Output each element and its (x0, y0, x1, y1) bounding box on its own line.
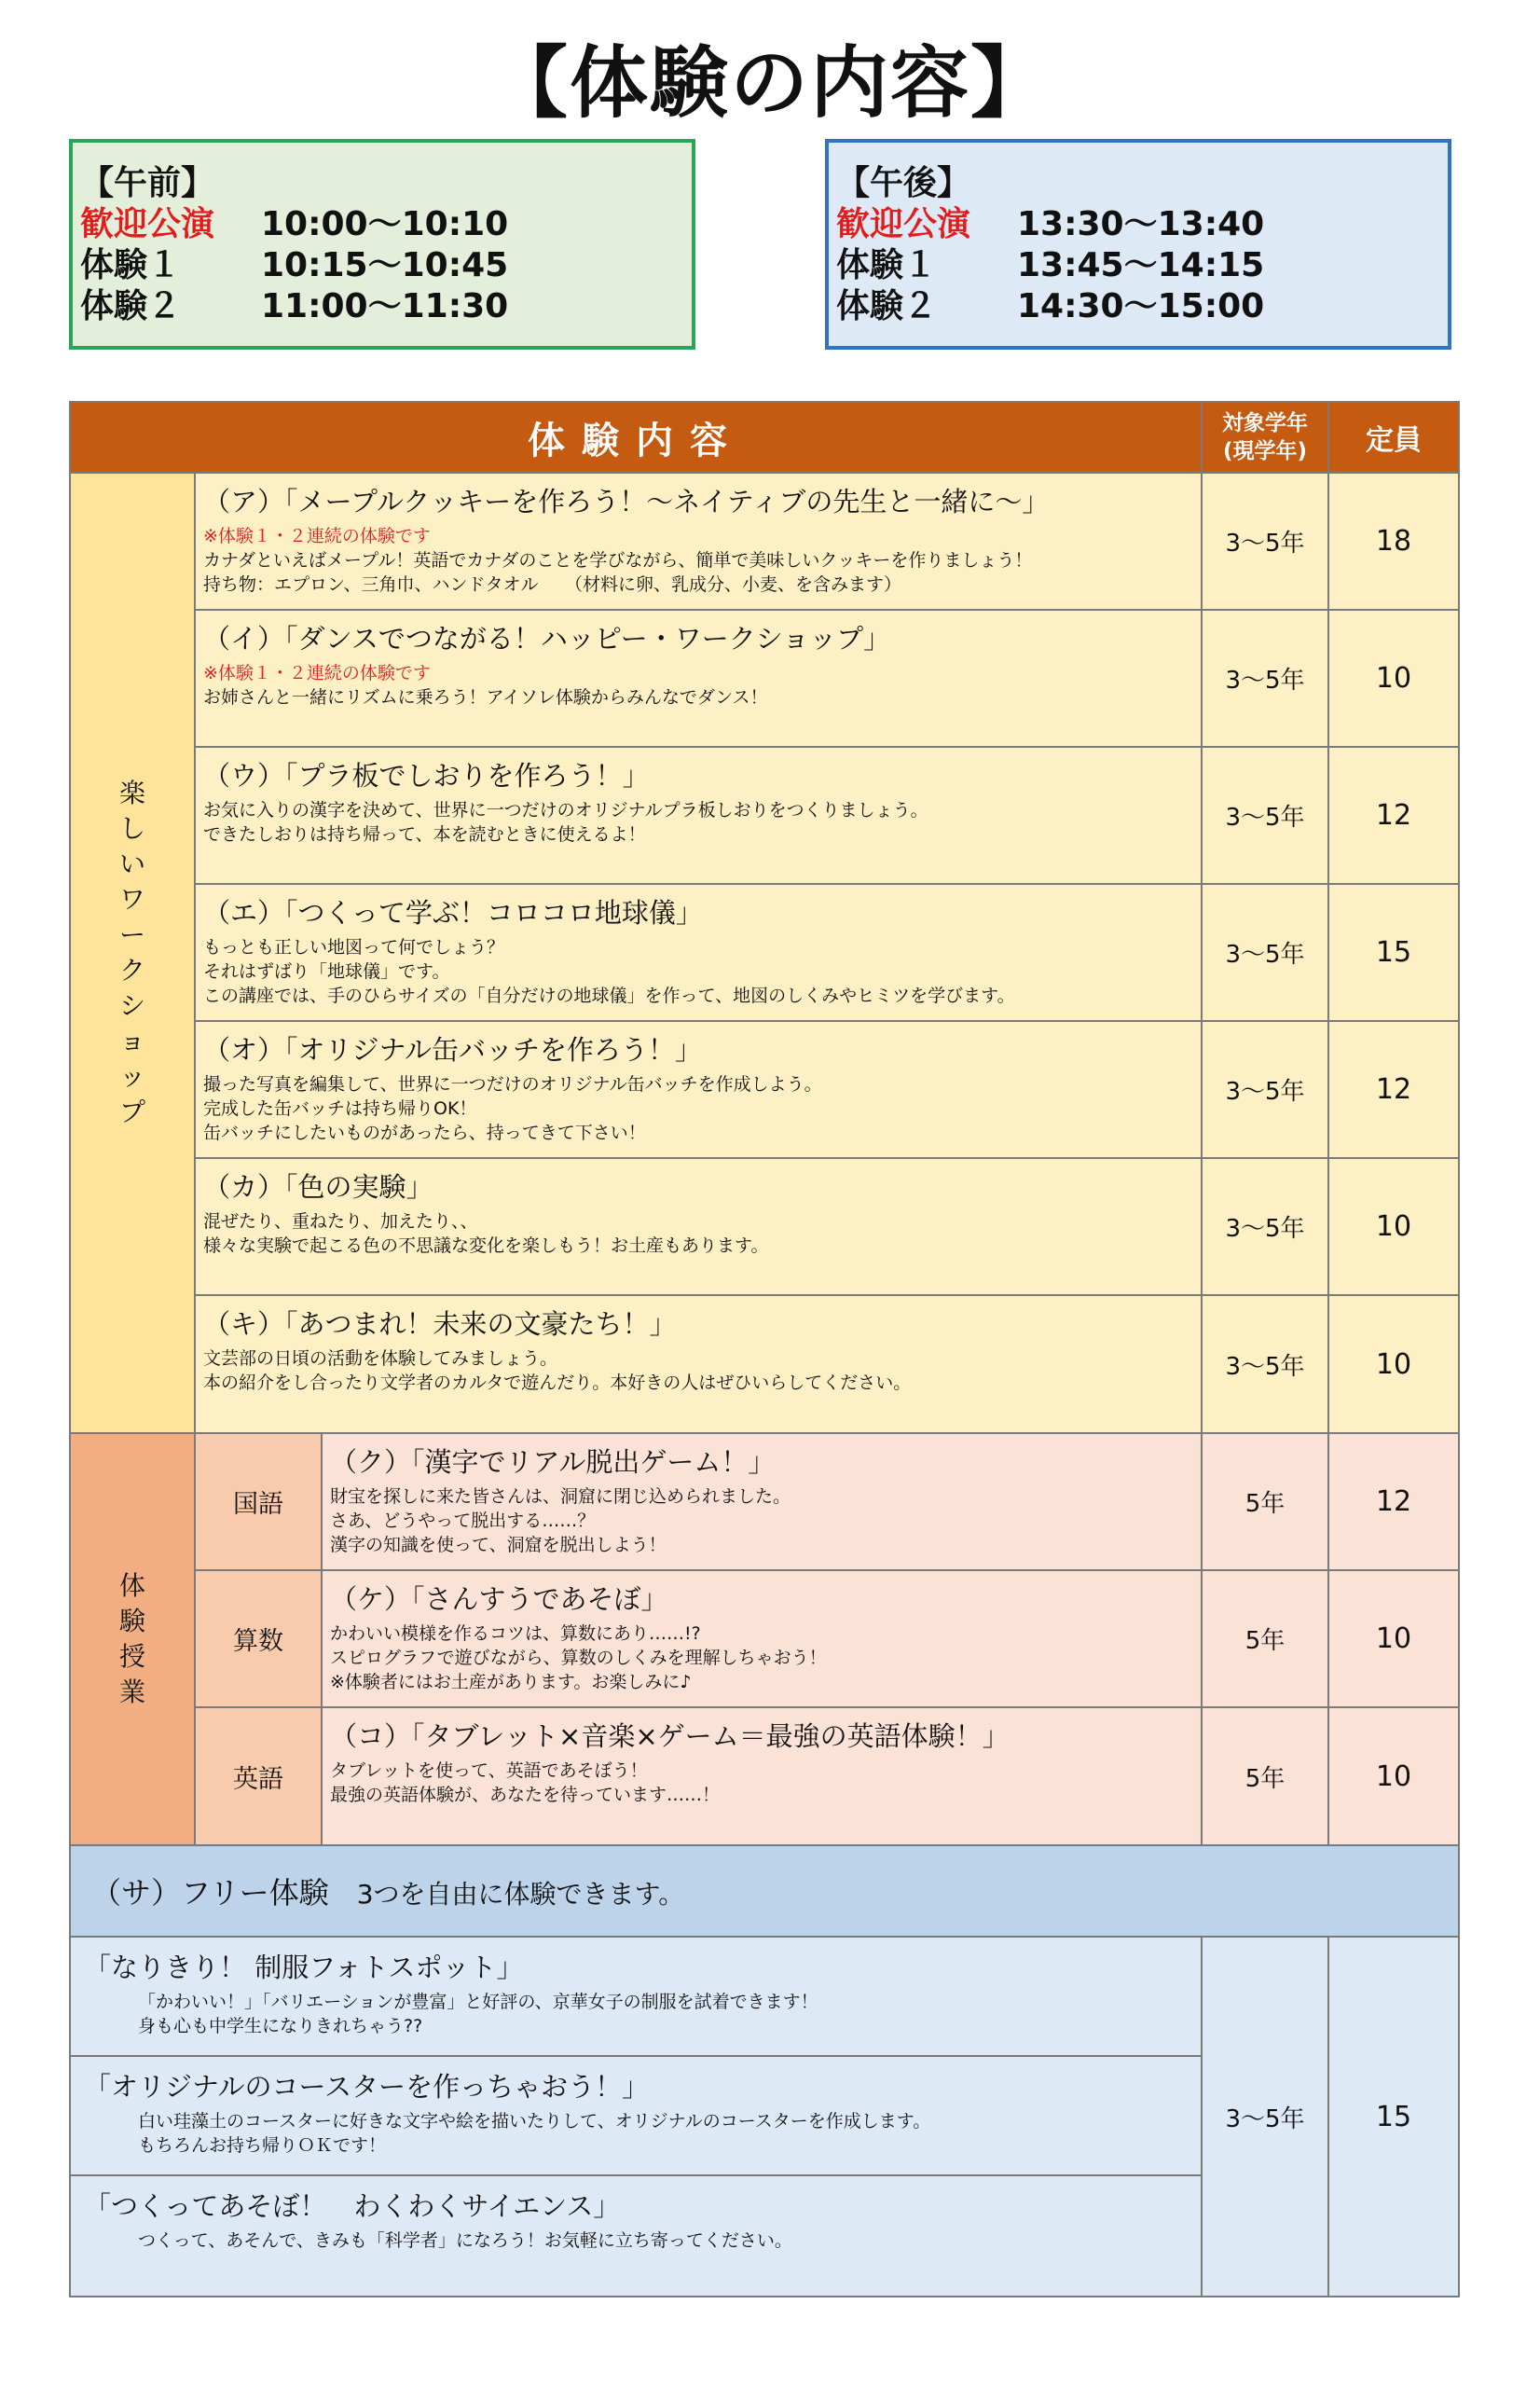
item-description: （コ）「タブレット×音楽×ゲーム＝最強の英語体験！」 タブレットを使って、英語であそぼう！ 最強の英語体験が、あなたを待っています……！ (322, 1707, 1202, 1845)
table-row (70, 884, 1459, 1021)
capacity-cell: 15 (1328, 1937, 1459, 2297)
capacity-cell: 12 (1328, 1433, 1459, 1570)
table-row (70, 747, 1459, 884)
grade-cell: 3～5年 (1202, 1295, 1328, 1433)
grade-cell: 3～5年 (1202, 610, 1328, 747)
workshop-category: 楽しいワークショップ (70, 473, 195, 1433)
grade-cell: 3～5年 (1202, 884, 1328, 1021)
header-content: 体験内容 (70, 402, 1202, 473)
afternoon-schedule (825, 139, 1451, 350)
capacity-cell: 12 (1328, 1021, 1459, 1158)
grade-cell: 3～5年 (1202, 1158, 1328, 1295)
page-title: 【体験の内容】 (488, 37, 1051, 129)
grade-cell: 5年 (1202, 1707, 1328, 1845)
list-item: 「つくってあそぼ！ わくわくサイエンス」 つくって、あそんで、きみも「科学者」になろう！お気軽に立ち寄ってください。 (84, 2190, 792, 2251)
capacity-cell: 10 (1328, 610, 1459, 747)
grade-cell: 3～5年 (1202, 747, 1328, 884)
grade-cell: 3～5年 (1202, 1937, 1328, 2297)
grade-cell: 5年 (1202, 1570, 1328, 1707)
grade-cell: 3～5年 (1202, 1021, 1328, 1158)
table-row (70, 473, 1459, 610)
table-row (70, 1295, 1459, 1433)
item-description: （オ）「オリジナル缶バッチを作ろう！」 撮った写真を編集して、世界に一つだけのオリジナル缶バッチを作成しよう。 完成した缶バッチは持ち帰りOK！ 缶バッチにしたいものがあったら、持ってきて下さい！ (195, 1021, 1202, 1158)
schedule-row: 体験２ 14:30～15:00 (836, 287, 1265, 325)
item-description: （キ）「あつまれ！未来の文豪たち！」 文芸部の日頃の活動を体験してみましょう。 本の紹介をし合ったり文学者のカルタで遊んだり。本好きの人はぜひいらしてください。 (195, 1295, 1202, 1433)
schedule-row: 歓迎公演 10:00～10:10 (80, 205, 509, 243)
free-row (70, 1937, 1459, 2297)
header-capacity: 定員 (1328, 402, 1459, 473)
table-row (70, 1433, 1459, 1570)
free-items (70, 1937, 1202, 2297)
table-row (70, 1021, 1459, 1158)
schedule-row: 体験２ 11:00～11:30 (80, 287, 509, 325)
subject-cell: 算数 (195, 1570, 322, 1707)
list-item: 「なりきり！ 制服フォトスポット」 「かわいい！」「バリエーションが豊富」と好評の、京華女子の制服を試着できます！ 身も心も中学生になりきれちゃう?? (71, 1938, 1201, 2057)
item-description: （ウ）「プラ板でしおりを作ろう！」 お気に入りの漢字を決めて、世界に一つだけのオリジナルプラ板しおりをつくりましょう。 できたしおりは持ち帰って、本を読むときに使えるよ！ (195, 747, 1202, 884)
header-grade: 対象学年 (現学年) (1202, 402, 1328, 473)
table-row (70, 1570, 1459, 1707)
item-description: （ク）「漢字でリアル脱出ゲーム！」 財宝を探しに来た皆さんは、洞窟に閉じ込められました。 さあ、どうやって脱出する……？ 漢字の知識を使って、洞窟を脱出しよう！ (322, 1433, 1202, 1570)
morning-heading: 【午前】 (80, 164, 215, 202)
item-description: （ケ）「さんすうであそぼ」 かわいい模様を作るコツは、算数にあり……!? スピログラフで遊びながら、算数のしくみを理解しちゃおう！ ※体験者にはお土産があります。お楽しみに♪ (322, 1570, 1202, 1707)
item-description: （カ）「色の実験」 混ぜたり、重ねたり、加えたり、、 様々な実験で起こる色の不思議な変化を楽しもう！お土産もあります。 (195, 1158, 1202, 1295)
schedule-row: 歓迎公演 13:30～13:40 (836, 205, 1265, 243)
table-row (70, 1158, 1459, 1295)
table-row (70, 610, 1459, 747)
subject-cell: 英語 (195, 1707, 322, 1845)
capacity-cell: 10 (1328, 1158, 1459, 1295)
afternoon-heading: 【午後】 (836, 164, 971, 202)
list-item: 「オリジナルのコースターを作っちゃおう！」 白い珪藻土のコースターに好きな文字や絵を描いたりして、オリジナルのコースターを作成します。 もちろんお持ち帰りＯＫです！ (71, 2057, 1201, 2176)
capacity-cell: 10 (1328, 1295, 1459, 1433)
capacity-cell: 10 (1328, 1707, 1459, 1845)
free-heading: （サ）フリー体験 3つを自由に体験できます。 (70, 1845, 1459, 1937)
capacity-cell: 10 (1328, 1570, 1459, 1707)
subject-cell: 国語 (195, 1433, 322, 1570)
item-description: （イ）「ダンスでつながる！ハッピー・ワークショップ」 ※体験１・２連続の体験です お姉さんと一緒にリズムに乗ろう！アイソレ体験からみんなでダンス！ (195, 610, 1202, 747)
morning-schedule (69, 139, 695, 350)
free-header-row (70, 1845, 1459, 1937)
table-row (70, 1707, 1459, 1845)
capacity-cell: 18 (1328, 473, 1459, 610)
item-description: （エ）「つくって学ぶ！コロコロ地球儀」 もっとも正しい地図って何でしょう？ それはずばり「地球儀」です。 この講座では、手のひらサイズの「自分だけの地球儀」を作って、地図のしくみやヒミツを学びます。 (195, 884, 1202, 1021)
table-header (70, 402, 1459, 473)
capacity-cell: 15 (1328, 884, 1459, 1021)
capacity-cell: 12 (1328, 747, 1459, 884)
schedule-row: 体験１ 13:45～14:15 (836, 246, 1265, 284)
lesson-category: 体験授業 (70, 1433, 195, 1845)
schedule-row: 体験１ 10:15～10:45 (80, 246, 509, 284)
grade-cell: 3～5年 (1202, 473, 1328, 610)
item-description: （ア）「メープルクッキーを作ろう！～ネイティブの先生と一緒に～」 ※体験１・２連続の体験です カナダといえばメープル！英語でカナダのことを学びながら、簡単で美味しいクッキーを作りましょう！ 持ち物：エプロン、三角巾、ハンドタオル （材料に卵、乳成分、小麦、を含みます） (195, 473, 1202, 610)
program-table (69, 401, 1460, 2297)
grade-cell: 5年 (1202, 1433, 1328, 1570)
